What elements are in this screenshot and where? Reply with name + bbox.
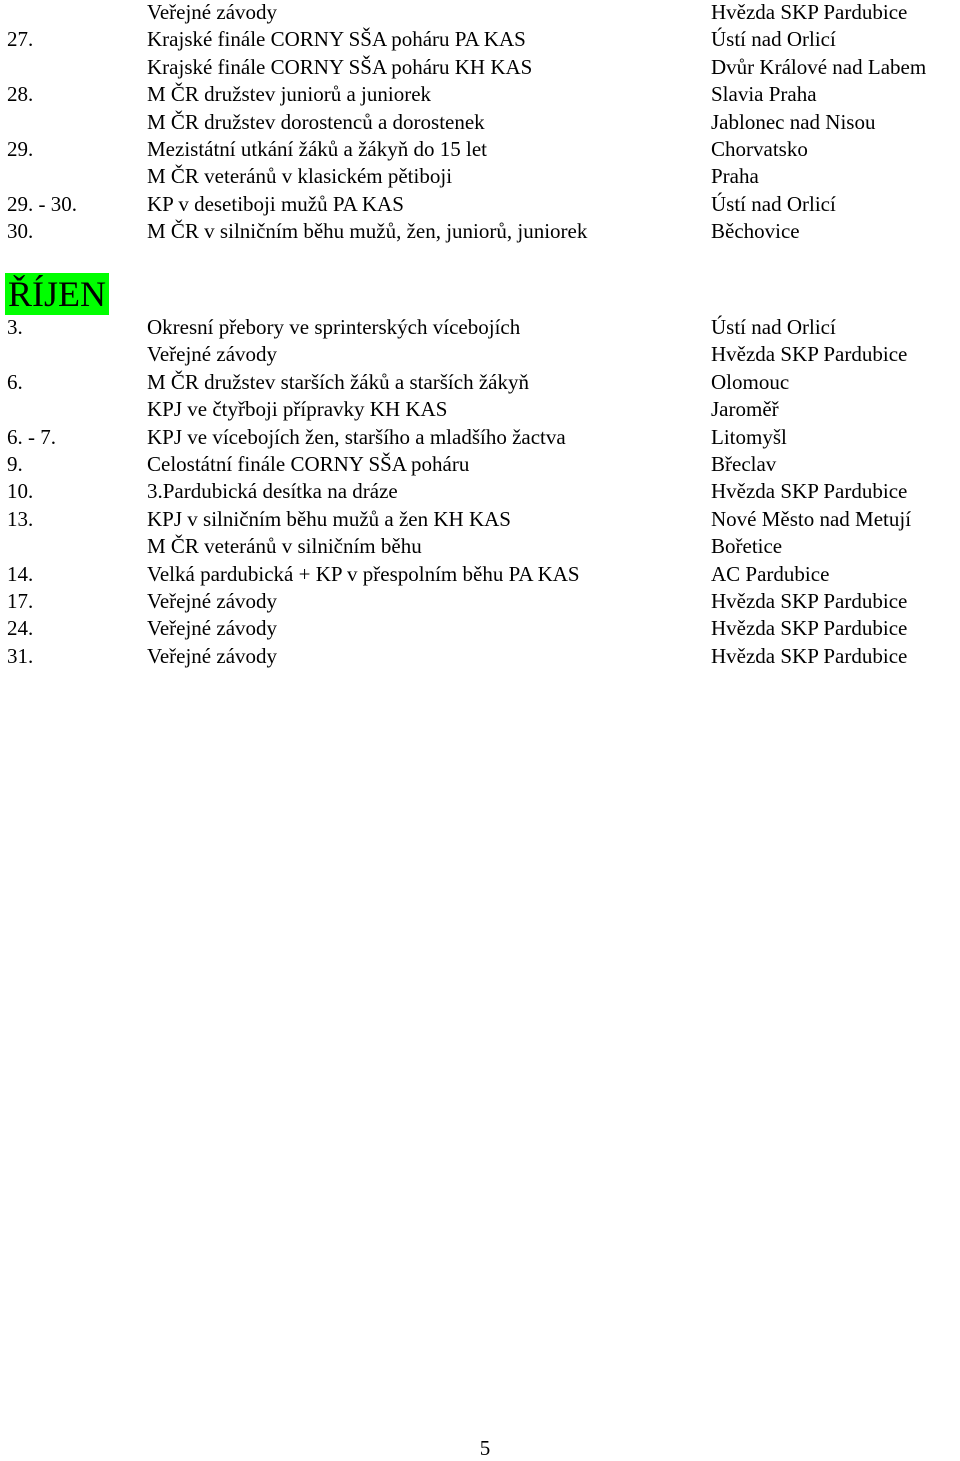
event-venue: Ústí nad Orlicí (711, 27, 836, 52)
event-name: Veřejné závody (147, 643, 278, 668)
event-date: 14. (7, 561, 34, 586)
event-name: Veřejné závody (147, 342, 278, 367)
event-venue: Běchovice (711, 219, 800, 244)
event-name: Veřejné závody (147, 588, 278, 613)
event-venue: Litomyšl (711, 424, 787, 449)
event-venue: Praha (711, 164, 759, 189)
event-name: KPJ ve vícebojích žen, staršího a mladšího žactva (147, 424, 566, 449)
event-venue: Jaroměř (711, 397, 779, 422)
event-date: 6. (7, 369, 23, 394)
event-venue: Hvězda SKP Pardubice (711, 479, 908, 504)
schedule-row (0, 369, 960, 396)
schedule-row (0, 54, 960, 81)
event-date: 28. (7, 82, 34, 107)
schedule-row (0, 506, 960, 533)
event-name: M ČR veteránů v klasickém pětiboji (147, 164, 453, 189)
event-name: Okresní přebory ve sprinterských vícebojích (147, 315, 521, 339)
event-date: 29. (7, 136, 34, 161)
event-name: KPJ ve čtyřboji přípravky KH KAS (147, 397, 448, 422)
schedule-row (0, 0, 960, 26)
event-venue: Olomouc (711, 369, 790, 394)
event-date: 31. (7, 643, 34, 668)
event-venue: Nové Město nad Metují (711, 506, 912, 531)
schedule-row (0, 396, 960, 423)
event-name: Krajské finále CORNY SŠA poháru PA KAS (147, 27, 526, 52)
event-name: Mezistátní utkání žáků a žákyň do 15 let (147, 136, 487, 161)
event-name: Krajské finále CORNY SŠA poháru KH KAS (147, 54, 533, 79)
schedule-row (0, 533, 960, 560)
event-date: 13. (7, 506, 34, 531)
event-date: 29. - 30. (7, 191, 77, 216)
schedule-row (0, 218, 960, 245)
event-venue: Hvězda SKP Pardubice (711, 342, 908, 367)
event-venue: Hvězda SKP Pardubice (711, 588, 908, 613)
schedule-row (0, 643, 960, 670)
event-venue: Bořetice (711, 534, 783, 559)
event-name: 3.Pardubická desítka na dráze (147, 479, 398, 504)
event-venue: AC Pardubice (711, 561, 830, 586)
event-date: 27. (7, 27, 34, 52)
event-venue: Ústí nad Orlicí (711, 315, 836, 339)
event-venue: Hvězda SKP Pardubice (711, 616, 908, 641)
event-date: 9. (7, 451, 23, 476)
event-date: 3. (7, 315, 23, 339)
september-schedule (0, 0, 960, 246)
event-name: KP v desetiboji mužů PA KAS (147, 191, 404, 216)
event-date: 17. (7, 588, 34, 613)
event-name: M ČR družstev dorostenců a dorostenek (147, 109, 485, 134)
schedule-row (0, 424, 960, 451)
event-name: Celostátní finále CORNY SŠA poháru (147, 451, 470, 476)
event-name: M ČR v silničním běhu mužů, žen, juniorů, juniorek (147, 219, 588, 244)
event-venue: Hvězda SKP Pardubice (711, 643, 908, 668)
schedule-row (0, 81, 960, 108)
schedule-row (0, 191, 960, 218)
schedule-row (0, 588, 960, 615)
event-venue: Břeclav (711, 451, 777, 476)
event-venue: Jablonec nad Nisou (711, 109, 876, 134)
month-heading-october: ŘÍJEN (5, 273, 109, 315)
event-name: Velká pardubická + KP v přespolním běhu PA KAS (147, 561, 580, 586)
schedule-row (0, 341, 960, 368)
event-venue: Dvůr Králové nad Labem (711, 54, 927, 79)
schedule-row (0, 163, 960, 190)
schedule-row (0, 136, 960, 163)
event-venue: Chorvatsko (711, 136, 808, 161)
page-number: 5 (479, 1436, 491, 1460)
october-schedule (0, 314, 960, 670)
schedule-row (0, 615, 960, 642)
event-venue: Hvězda SKP Pardubice (711, 0, 908, 24)
schedule-row (0, 314, 960, 341)
event-name: Veřejné závody (147, 0, 278, 24)
event-name: M ČR veteránů v silničním běhu (147, 534, 422, 559)
schedule-row (0, 561, 960, 588)
schedule-row (0, 478, 960, 505)
event-name: M ČR družstev juniorů a juniorek (147, 82, 432, 107)
event-date: 6. - 7. (7, 424, 56, 449)
event-name: KPJ v silničním běhu mužů a žen KH KAS (147, 506, 511, 531)
event-date: 30. (7, 219, 34, 244)
event-venue: Ústí nad Orlicí (711, 191, 836, 216)
schedule-row (0, 26, 960, 53)
schedule-row (0, 109, 960, 136)
event-date: 10. (7, 479, 34, 504)
schedule-row (0, 451, 960, 478)
event-venue: Slavia Praha (711, 82, 817, 107)
event-date: 24. (7, 616, 34, 641)
event-name: M ČR družstev starších žáků a starších žákyň (147, 369, 529, 394)
event-name: Veřejné závody (147, 616, 278, 641)
